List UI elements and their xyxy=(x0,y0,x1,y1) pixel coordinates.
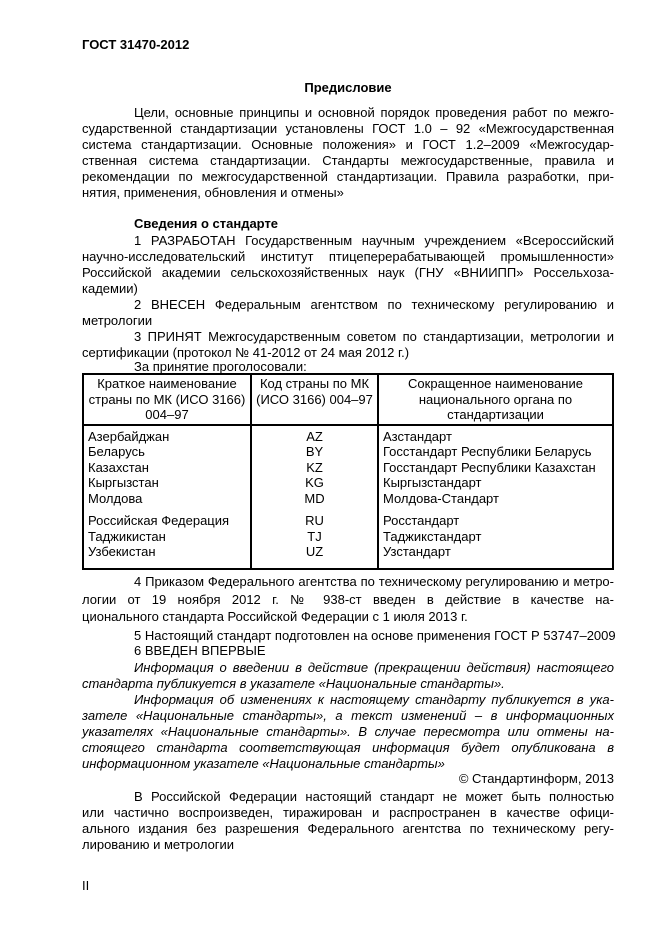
doc-number: ГОСТ 31470-2012 xyxy=(82,37,190,52)
table-row xyxy=(83,444,613,460)
country-code: KG xyxy=(251,475,378,491)
country-code: UZ xyxy=(251,544,378,569)
standards-body: Госстандарт Республики Казахстан xyxy=(378,460,613,476)
note-changes: информационном указателе «Национальные стандарты» xyxy=(82,756,445,771)
country-code: KZ xyxy=(251,460,378,476)
standards-body: Госстандарт Республики Беларусь xyxy=(378,444,613,460)
item-developed: научно-исследовательский институт птицеперерабатывающей промышленности» xyxy=(82,249,614,264)
item-adopted: 3 ПРИНЯТ Межгосударственным советом по стандартизации, метрологии и xyxy=(134,329,614,344)
table-row xyxy=(83,544,613,569)
standards-body: Молдова-Стандарт xyxy=(378,491,613,507)
foreword-paragraph: нятия, применения, обновления и отмены» xyxy=(82,185,344,200)
rights-paragraph: В Российской Федерации настоящий стандарт не может быть полностью xyxy=(134,789,614,804)
item-developed: 1 РАЗРАБОТАН Государственным научным учреждением «Всероссийский xyxy=(134,233,614,248)
voting-table xyxy=(82,373,614,570)
item-order: 4 Приказом Федерального агентства по техническому регулированию и метро- xyxy=(134,574,614,589)
page-number: II xyxy=(82,878,90,893)
standards-body: Росстандарт xyxy=(378,506,613,529)
note-changes: указателях «Национальные стандарты». В случае пересмотра или отмены на- xyxy=(82,724,614,739)
country-name: Узбекистан xyxy=(88,544,156,559)
table-header: Краткое наименование страны по МК (ИСО 3166) 004–97 xyxy=(83,374,251,425)
note-changes: стоящего стандарта соответствующая информация будет опубликована в xyxy=(82,740,614,755)
rights-paragraph: ального издания без разрешения Федерального агентства по техническому регу- xyxy=(82,821,614,836)
page-title: Предисловие xyxy=(304,80,392,95)
foreword-paragraph: рекомендации по межгосударственной стандартизации. Правила разработки, при- xyxy=(82,169,614,184)
standards-body: Таджикстандарт xyxy=(378,529,613,545)
country-name: Таджикистан xyxy=(88,528,166,544)
section-heading: Сведения о стандарте xyxy=(134,216,279,231)
table-row xyxy=(83,529,613,545)
item-submitted: метрологии xyxy=(82,313,153,328)
country-code: AZ xyxy=(251,425,378,445)
country-name: Молдова xyxy=(88,490,143,506)
country-code: RU xyxy=(251,506,378,529)
item-developed: кадемии) xyxy=(82,281,138,296)
foreword-paragraph: сударственной стандартизации установлены ГОСТ 1.0 – 92 «Межгосударственная xyxy=(82,121,614,136)
standards-body: Азстандарт xyxy=(378,425,613,445)
country-name: Азербайджан xyxy=(88,428,170,444)
table-row xyxy=(83,491,613,507)
voted-label: За принятие проголосовали: xyxy=(134,359,307,374)
item-order: логии от 19 ноября 2012 г. № 938-ст введен в действие в качестве на- xyxy=(82,592,614,607)
country-code: BY xyxy=(251,444,378,460)
country-name: Беларусь xyxy=(88,444,145,459)
item-order: ционального стандарта Российской Федерации с 1 июля 2013 г. xyxy=(82,609,468,624)
note-changes: Информация об изменениях к настоящему стандарту публикуется в ука- xyxy=(134,692,614,707)
item-adopted: сертификации (протокол № 41-2012 от 24 мая 2012 г.) xyxy=(82,345,410,360)
item-basis: 5 Настоящий стандарт подготовлен на основе применения ГОСТ Р 53747–2009 xyxy=(134,628,616,643)
country-name: Кыргызстан xyxy=(88,475,159,490)
rights-paragraph: лированию и метрологии xyxy=(82,837,235,852)
note-introduction: Информация о введении в действие (прекращении действия) настоящего xyxy=(134,660,614,675)
note-introduction: стандарта публикуется в указателе «Национальные стандарты». xyxy=(82,676,505,691)
country-code: TJ xyxy=(251,529,378,545)
table-row xyxy=(83,475,613,491)
item-developed: Российской академии сельскохозяйственных наук (ГНУ «ВНИИПП» Россельхоза- xyxy=(82,265,614,280)
copyright: © Стандартинформ, 2013 xyxy=(458,771,614,786)
table-row xyxy=(83,460,613,476)
item-first-introduced: 6 ВВЕДЕН ВПЕРВЫЕ xyxy=(134,643,266,658)
country-name: Российская Федерация xyxy=(88,513,230,528)
foreword-paragraph: Цели, основные принципы и основной порядок проведения работ по межго- xyxy=(134,105,614,120)
standards-body: Узстандарт xyxy=(378,544,613,569)
country-name: Казахстан xyxy=(88,459,149,475)
foreword-paragraph: ственная система стандартизации. Стандарты межгосударственные, правила и xyxy=(82,153,614,168)
item-submitted: 2 ВНЕСЕН Федеральным агентством по техническому регулированию и xyxy=(134,297,614,312)
table-header: Код страны по МК (ИСО 3166) 004–97 xyxy=(251,374,378,425)
country-code: MD xyxy=(251,491,378,507)
standards-body: Кыргызстандарт xyxy=(378,475,613,491)
table-header-row xyxy=(83,374,613,425)
note-changes: зателе «Национальные стандарты», а текст изменений – в информационных xyxy=(82,708,614,723)
rights-paragraph: или частично воспроизведен, тиражирован и распространен в качестве офици- xyxy=(82,805,614,820)
table-row xyxy=(83,506,613,529)
table-row xyxy=(83,425,613,445)
foreword-paragraph: система стандартизации. Основные положения» и ГОСТ 1.2–2009 «Межгосудар- xyxy=(82,137,614,152)
table-header: Сокращенное наименование национального органа по стандартизации xyxy=(378,374,613,425)
